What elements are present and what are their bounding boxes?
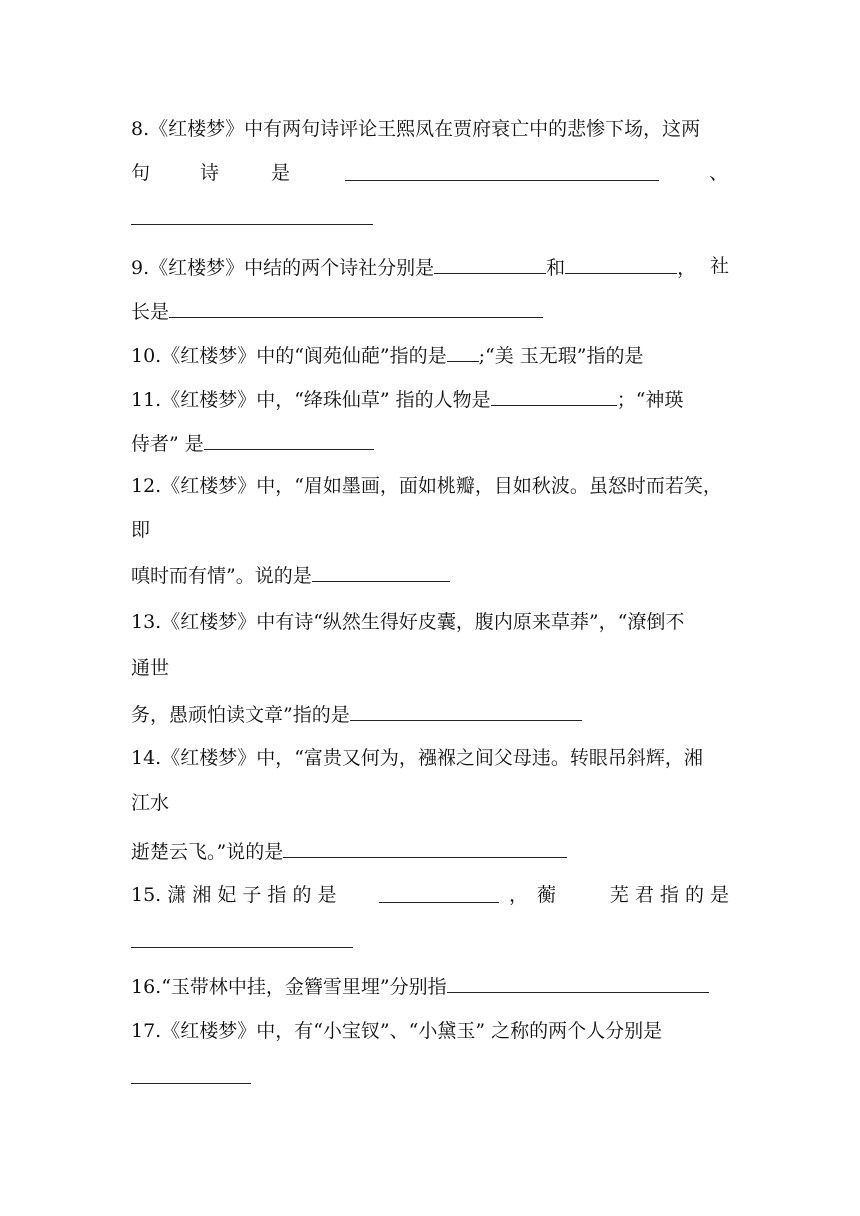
answer-blank[interactable] xyxy=(131,1063,251,1084)
answer-blank[interactable] xyxy=(283,837,567,858)
question-15-text: 蘅 xyxy=(537,884,557,906)
question-9-text: 9.《红楼梦》中结的两个诗社分别是 xyxy=(131,257,435,279)
answer-blank[interactable] xyxy=(169,297,543,318)
question-13-line-1 xyxy=(131,609,684,635)
question-10-line-1 xyxy=(131,341,644,367)
question-16-line-1 xyxy=(131,972,709,998)
question-14-text: 14.《红楼梦》中，“富贵又何为，襁褓之间父母违。转眼吊斜辉，湘 xyxy=(131,747,703,769)
question-13-line-3 xyxy=(131,700,582,726)
question-14-text: 逝楚云飞。”说的是 xyxy=(131,841,284,863)
question-12-line-1 xyxy=(131,473,722,499)
question-12-text: 即 xyxy=(131,519,151,541)
question-8-char: 是 xyxy=(271,162,291,184)
question-9-text: ， xyxy=(677,257,697,279)
question-11-text: 侍者” 是 xyxy=(131,433,204,455)
answer-blank[interactable] xyxy=(131,204,373,225)
question-8-line-2 xyxy=(131,160,729,186)
question-11-line-1 xyxy=(131,385,683,411)
answer-blank[interactable] xyxy=(131,927,353,948)
answer-blank[interactable] xyxy=(350,700,582,721)
question-16-text: 16.“玉带林中挂，金簪雪里埋”分别指 xyxy=(131,976,447,998)
question-10-text: 10.《红楼梦》中的“阆苑仙葩”指的是 xyxy=(131,345,447,367)
question-15-text: ， xyxy=(509,884,529,906)
answer-blank[interactable] xyxy=(379,882,499,903)
question-12-line-2 xyxy=(131,517,150,543)
question-11-line-2 xyxy=(131,429,374,455)
question-14-text: 江水 xyxy=(131,792,170,814)
question-8-line-3 xyxy=(131,204,373,230)
question-13-line-2 xyxy=(131,655,169,681)
question-9-text: 社 xyxy=(709,255,729,277)
question-8-line-1 xyxy=(131,116,700,142)
question-8-text: 8.《红楼梦》中有两句诗评论王熙凤在贾府衰亡中的悲惨下场，这两 xyxy=(131,118,701,140)
question-11-text: 11.《红楼梦》中，“绛珠仙草” 指的人物是 xyxy=(131,389,491,411)
question-15-line-1 xyxy=(131,882,729,908)
answer-blank[interactable] xyxy=(447,341,479,362)
question-10-text: ;“美 玉无瑕”指的是 xyxy=(478,345,644,367)
question-9-text: 长是 xyxy=(131,301,170,323)
answer-blank[interactable] xyxy=(447,972,709,993)
question-8-char: 诗 xyxy=(200,162,220,184)
question-13-text: 通世 xyxy=(131,657,170,679)
question-15-text: 15. 潇 湘 妃 子 指 的 是 xyxy=(131,884,337,906)
question-13-text: 13.《红楼梦》中有诗“纵然生得好皮囊，腹内原来草莽”，“潦倒不 xyxy=(131,611,685,633)
question-8-separator: 、 xyxy=(709,162,729,184)
question-12-text: 嗔时而有情”。说的是 xyxy=(131,565,312,587)
answer-blank[interactable] xyxy=(345,160,659,181)
question-9-text: 和 xyxy=(546,257,566,279)
question-14-line-2 xyxy=(131,790,169,816)
question-17-line-1 xyxy=(131,1018,662,1044)
answer-blank[interactable] xyxy=(312,561,450,582)
question-17-text: 17.《红楼梦》中，有“小宝钗”、“小黛玉” 之称的两个人分别是 xyxy=(131,1020,663,1042)
answer-blank[interactable] xyxy=(434,253,546,274)
question-9-line-1 xyxy=(131,253,729,279)
answer-blank[interactable] xyxy=(204,429,374,450)
question-12-line-3 xyxy=(131,561,450,587)
question-15-text: 芜 君 指 的 是 xyxy=(609,884,729,906)
question-9-line-2 xyxy=(131,297,543,323)
answer-blank[interactable] xyxy=(491,385,617,406)
question-8-char: 句 xyxy=(131,162,151,184)
question-11-text: ；“神瑛 xyxy=(616,389,684,411)
question-17-line-2 xyxy=(131,1063,251,1089)
question-12-text: 12.《红楼梦》中，“眉如墨画，面如桃瓣，目如秋波。虽怒时而若笑， xyxy=(131,475,722,497)
question-14-line-1 xyxy=(131,745,703,771)
answer-blank[interactable] xyxy=(565,253,677,274)
question-15-line-2 xyxy=(131,927,353,953)
question-13-text: 务，愚顽怕读文章”指的是 xyxy=(131,704,350,726)
question-14-line-3 xyxy=(131,837,567,863)
